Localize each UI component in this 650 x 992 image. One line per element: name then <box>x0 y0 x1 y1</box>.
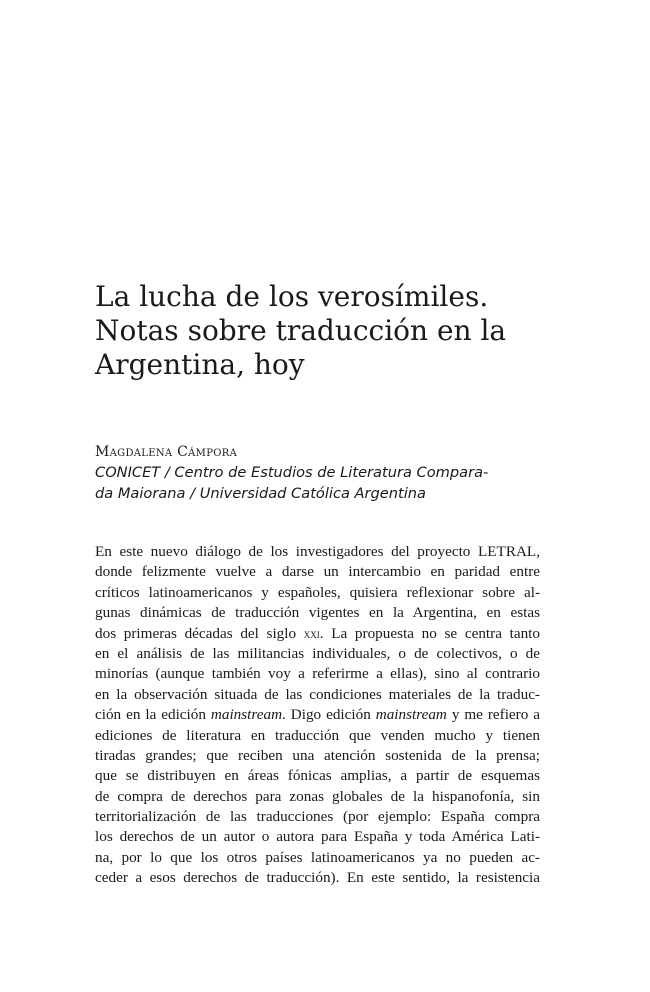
author-name: Magdalena Cámpora <box>95 444 238 460</box>
body-line: tiradas grandes; que reciben una atención sostenida de la prensa; <box>95 746 540 764</box>
article-title <box>95 280 555 382</box>
body-text-run: . Digo edición <box>282 706 376 724</box>
body-line: que se distribuyen en áreas fónicas amplias, a partir de esquemas <box>95 767 540 785</box>
title-line: Argentina, hoy <box>95 348 305 381</box>
body-line: minorías (aunque también voy a referirme a ellas), sino al contrario <box>95 665 540 683</box>
body-text-run: dos primeras décadas del siglo <box>95 624 304 642</box>
century-numeral: xxi <box>303 625 320 641</box>
body-line: críticos latinoamericanos y españoles, quisiera reflexionar sobre al- <box>95 583 540 601</box>
body-line: En este nuevo diálogo de los investigadores del proyecto LETRAL, <box>95 543 540 560</box>
title-line: Notas sobre traducción en la <box>95 314 507 347</box>
body-paragraph <box>95 542 540 889</box>
italic-term: mainstream <box>210 706 283 724</box>
italic-term: mainstream <box>375 706 447 724</box>
body-line <box>95 705 540 725</box>
body-line: na, por lo que los otros países latinoamericanos ya no pueden ac- <box>95 848 540 866</box>
affiliation-line: CONICET / Centro de Estudios de Literatura Compara- <box>95 464 489 481</box>
affiliation-line: da Maiorana / Universidad Católica Argentina <box>95 485 427 502</box>
body-line: ediciones de literatura en traducción que venden mucho y tienen <box>95 726 540 744</box>
body-text-run: y me refiero a <box>446 706 540 724</box>
body-line: donde felizmente vuelve a darse un intercambio en paridad entre <box>95 563 540 581</box>
title-line: La lucha de los verosímiles. <box>95 280 489 313</box>
body-text-run: . La propuesta no se centra tanto <box>319 624 540 642</box>
body-text-run: ción en la edición <box>95 706 211 724</box>
body-line: de compra de derechos para zonas globales de la hispanofonía, sin <box>95 787 540 805</box>
body-line <box>95 624 540 644</box>
body-line: territorialización de las traducciones (por ejemplo: España compra <box>95 808 540 826</box>
body-line: los derechos de un autor o autora para España y toda América Lati- <box>95 828 540 846</box>
body-line: en el análisis de las militancias individuales, o de colectivos, o de <box>95 644 540 662</box>
author-block <box>95 442 555 504</box>
body-line: gunas dinámicas de traducción vigentes en la Argentina, en estas <box>95 604 540 622</box>
body-line: en la observación situada de las condiciones materiales de la traduc- <box>95 685 540 703</box>
body-line: ceder a esos derechos de traducción). En este sentido, la resistencia <box>95 869 540 887</box>
author-affiliation <box>95 462 555 504</box>
